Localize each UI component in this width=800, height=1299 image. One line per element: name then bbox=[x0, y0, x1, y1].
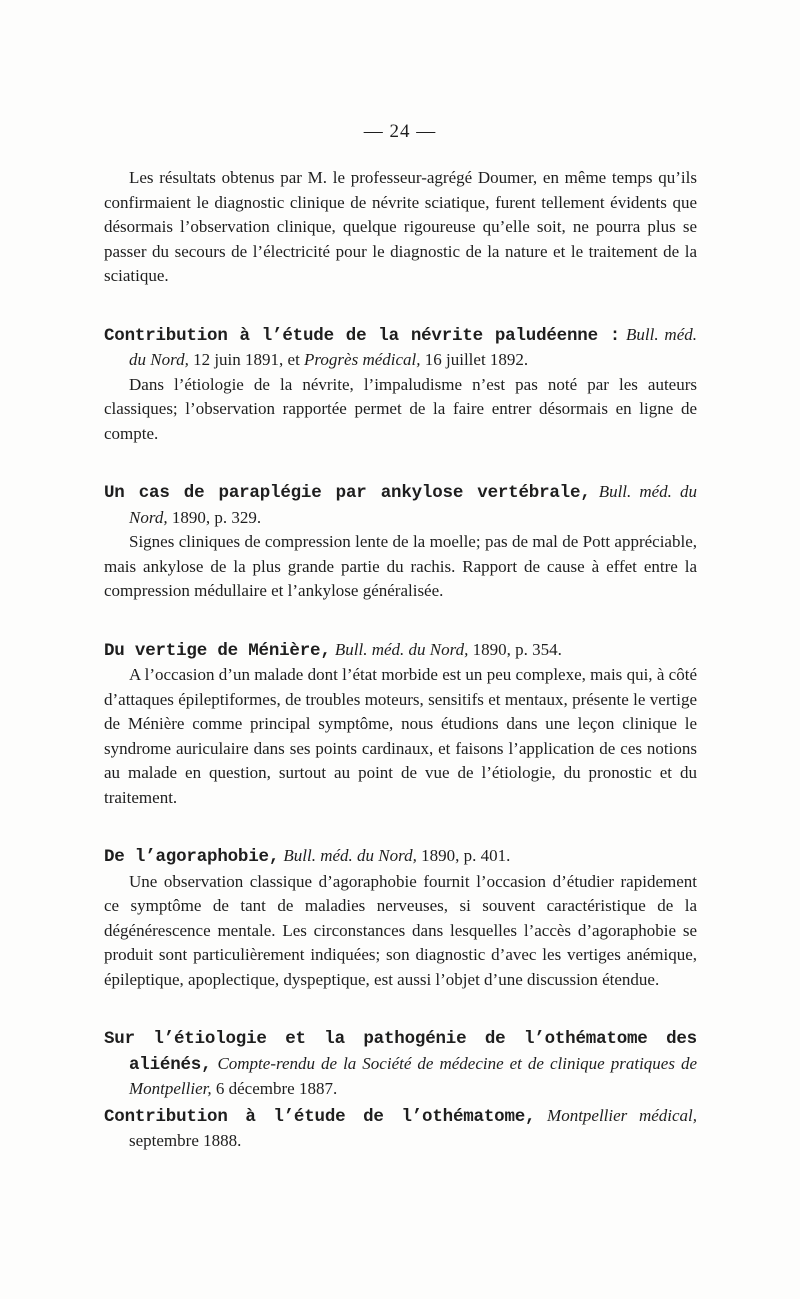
entry-reference-date: 1890, p. 401. bbox=[416, 846, 511, 865]
entry-reference-journal: Montpellier médical, bbox=[547, 1105, 698, 1125]
entry-reference-journal: Bull. méd. du Nord, bbox=[283, 846, 417, 865]
entry-reference-date: 12 juin 1891, et bbox=[188, 350, 305, 369]
page-body bbox=[104, 166, 697, 1154]
entry-title: De l’agoraphobie, bbox=[104, 847, 280, 867]
entry-title: Un cas de paraplégie par ankylose vertébrale, bbox=[104, 483, 591, 503]
entry-heading bbox=[104, 844, 697, 870]
entry-heading bbox=[104, 638, 697, 664]
bibliography-entry-paludeenne bbox=[104, 323, 697, 447]
entry-heading bbox=[104, 323, 697, 373]
entry-summary: Signes cliniques de compression lente de la moelle; pas de mal de Pott appréciable, mais ankylose de la plus grande partie du rachis. Rapport de cause à effet entre la compression médullaire et l’ankylose généralisée. bbox=[104, 532, 697, 600]
page-number: — 24 — bbox=[363, 121, 437, 142]
entry-title: Contribution à l’étude de l’othématome, bbox=[104, 1106, 536, 1127]
entry-reference-date: 1890, p. 329. bbox=[167, 507, 262, 527]
entry-reference-journal: Bull. méd. du Nord, bbox=[129, 324, 698, 369]
entry-summary: Une observation classique d’agoraphobie fournit l’occasion d’étudier rapidement ce symptôme de tant de maladies nerveuses, si souvent caractéristique de la dégénérescence mentale. Les circonstances dans lesquelles l’accès d’agoraphobie se produit sont particulièrement indiquées; son diagnostic d’avec les vertiges anémique, épileptique, apoplectique, dyspeptique, est aussi l’objet d’une discussion étendue. bbox=[104, 871, 697, 989]
entry-reference-journal: Bull. méd. du Nord, bbox=[334, 639, 469, 659]
entry-title: Contribution à l’étude de la névrite paludéenne : bbox=[104, 325, 621, 346]
entry-summary: Dans l’étiologie de la névrite, l’impaludisme n’est pas noté par les auteurs classiques; l’observation rapportée permet de la faire entrer désormais en ligne de compte. bbox=[104, 374, 697, 443]
entry-heading bbox=[104, 1026, 697, 1102]
bibliography-entry-othematome-etiologie bbox=[104, 1026, 697, 1102]
entry-heading bbox=[104, 480, 697, 530]
entry-summary: A l’occasion d’un malade dont l’état morbide est un peu complexe, mais qui, à côté d’attaques épileptiformes, de troubles moteurs, sensitifs et mentaux, présente le vertige de Ménière comme principal symptôme, nous étudions dans une leçon clinique le syndrome auriculaire dans ses points cardinaux, et faisons l’application de ces notions au malade en question, surtout au point de vue de l’étiologie, du pronostic et du traitement. bbox=[104, 665, 697, 807]
entry-title: Du vertige de Ménière, bbox=[104, 640, 331, 661]
entry-reference-date-2: 16 juillet 1892. bbox=[420, 350, 529, 369]
entry-reference-date: septembre 1888. bbox=[129, 1131, 242, 1150]
intro-paragraph: Les résultats obtenus par M. le professeur-agrégé Doumer, en même temps qu’ils confirmaient le diagnostic clinique de névrite sciatique, furent tellement évidents que désormais l’observation clinique, quelque rigoureuse qu’elle soit, ne pourra plus se passer du secours de l’électricité pour le diagnostic de la nature et le traitement de la sciatique. bbox=[104, 168, 697, 285]
entry-reference-journal-2: Progrès médical, bbox=[304, 350, 421, 369]
bibliography-entry-vertige-meniere bbox=[104, 638, 697, 811]
entry-reference-date: 6 décembre 1887. bbox=[211, 1079, 338, 1098]
bibliography-entry-agoraphobie bbox=[104, 844, 697, 992]
bibliography-entry-paraplegie bbox=[104, 480, 697, 604]
bibliography-entry-othematome-contribution bbox=[104, 1104, 697, 1154]
entry-reference-date: 1890, p. 354. bbox=[468, 639, 562, 659]
entry-heading bbox=[104, 1104, 697, 1154]
entry-title: Sur l’étiologie et la pathogénie de l’othématome des aliénés, bbox=[104, 1029, 697, 1075]
entry-reference-journal: Bull. méd. du Nord, bbox=[129, 482, 698, 527]
entry-reference-journal: Compte-rendu de la Société de médecine et de clinique pratiques de Montpellier, bbox=[129, 1053, 698, 1098]
